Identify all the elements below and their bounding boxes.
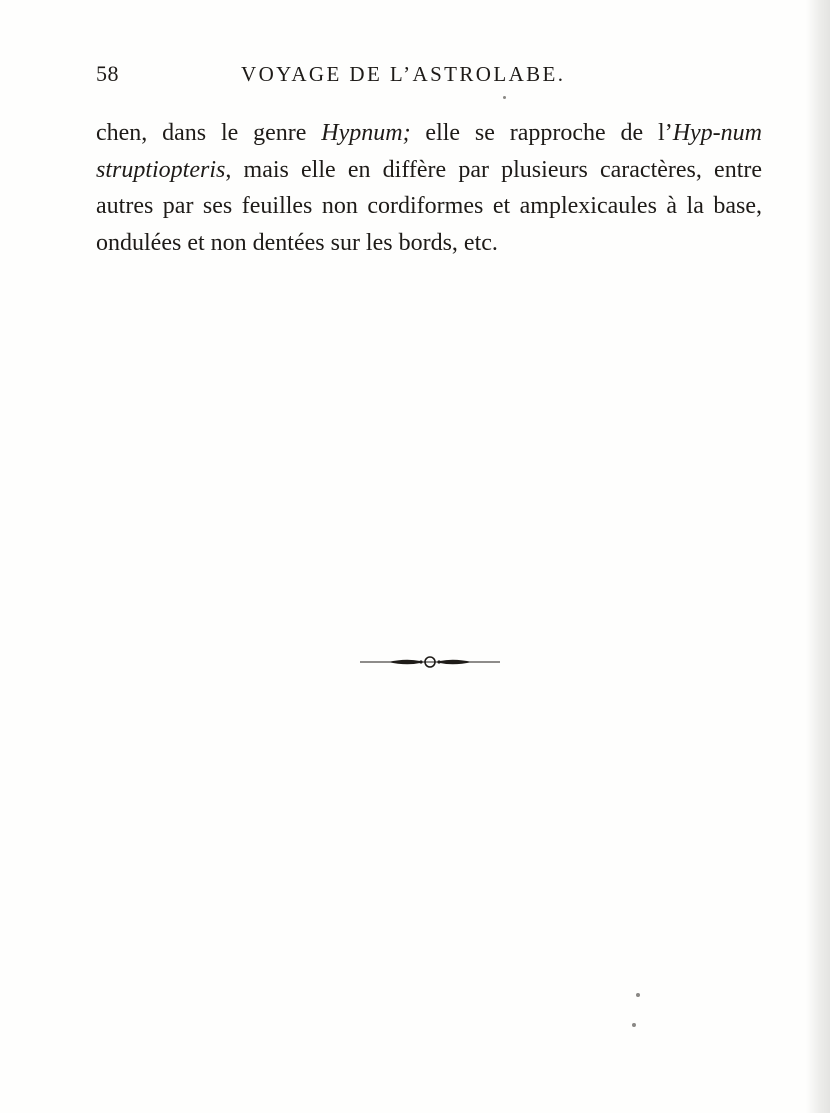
taxon-name-hypnum: Hypnum; [321, 120, 411, 146]
running-title: VOYAGE DE L’ASTROLABE. [241, 62, 566, 86]
body-paragraph [96, 115, 762, 261]
page-edge-shadow [806, 0, 830, 1113]
print-speck [632, 1023, 636, 1027]
taxon-name-struptiopteris: Hyp-num struptiopteris [96, 120, 762, 183]
print-speck [503, 96, 506, 99]
body-text-run: , mais elle en diffère par plusieurs caractères, entre autres par ses feuilles non cordiformes et amplexicaules à la base, ondulées et non dentées sur les bords, etc. [96, 156, 762, 256]
end-of-text-ornament [360, 653, 500, 671]
print-speck [636, 993, 640, 997]
body-text-run: elle se rapproche de l’ [410, 120, 673, 146]
body-text-run: chen, dans le genre [96, 120, 322, 146]
running-head [96, 58, 762, 90]
page-number: 58 [96, 61, 119, 86]
